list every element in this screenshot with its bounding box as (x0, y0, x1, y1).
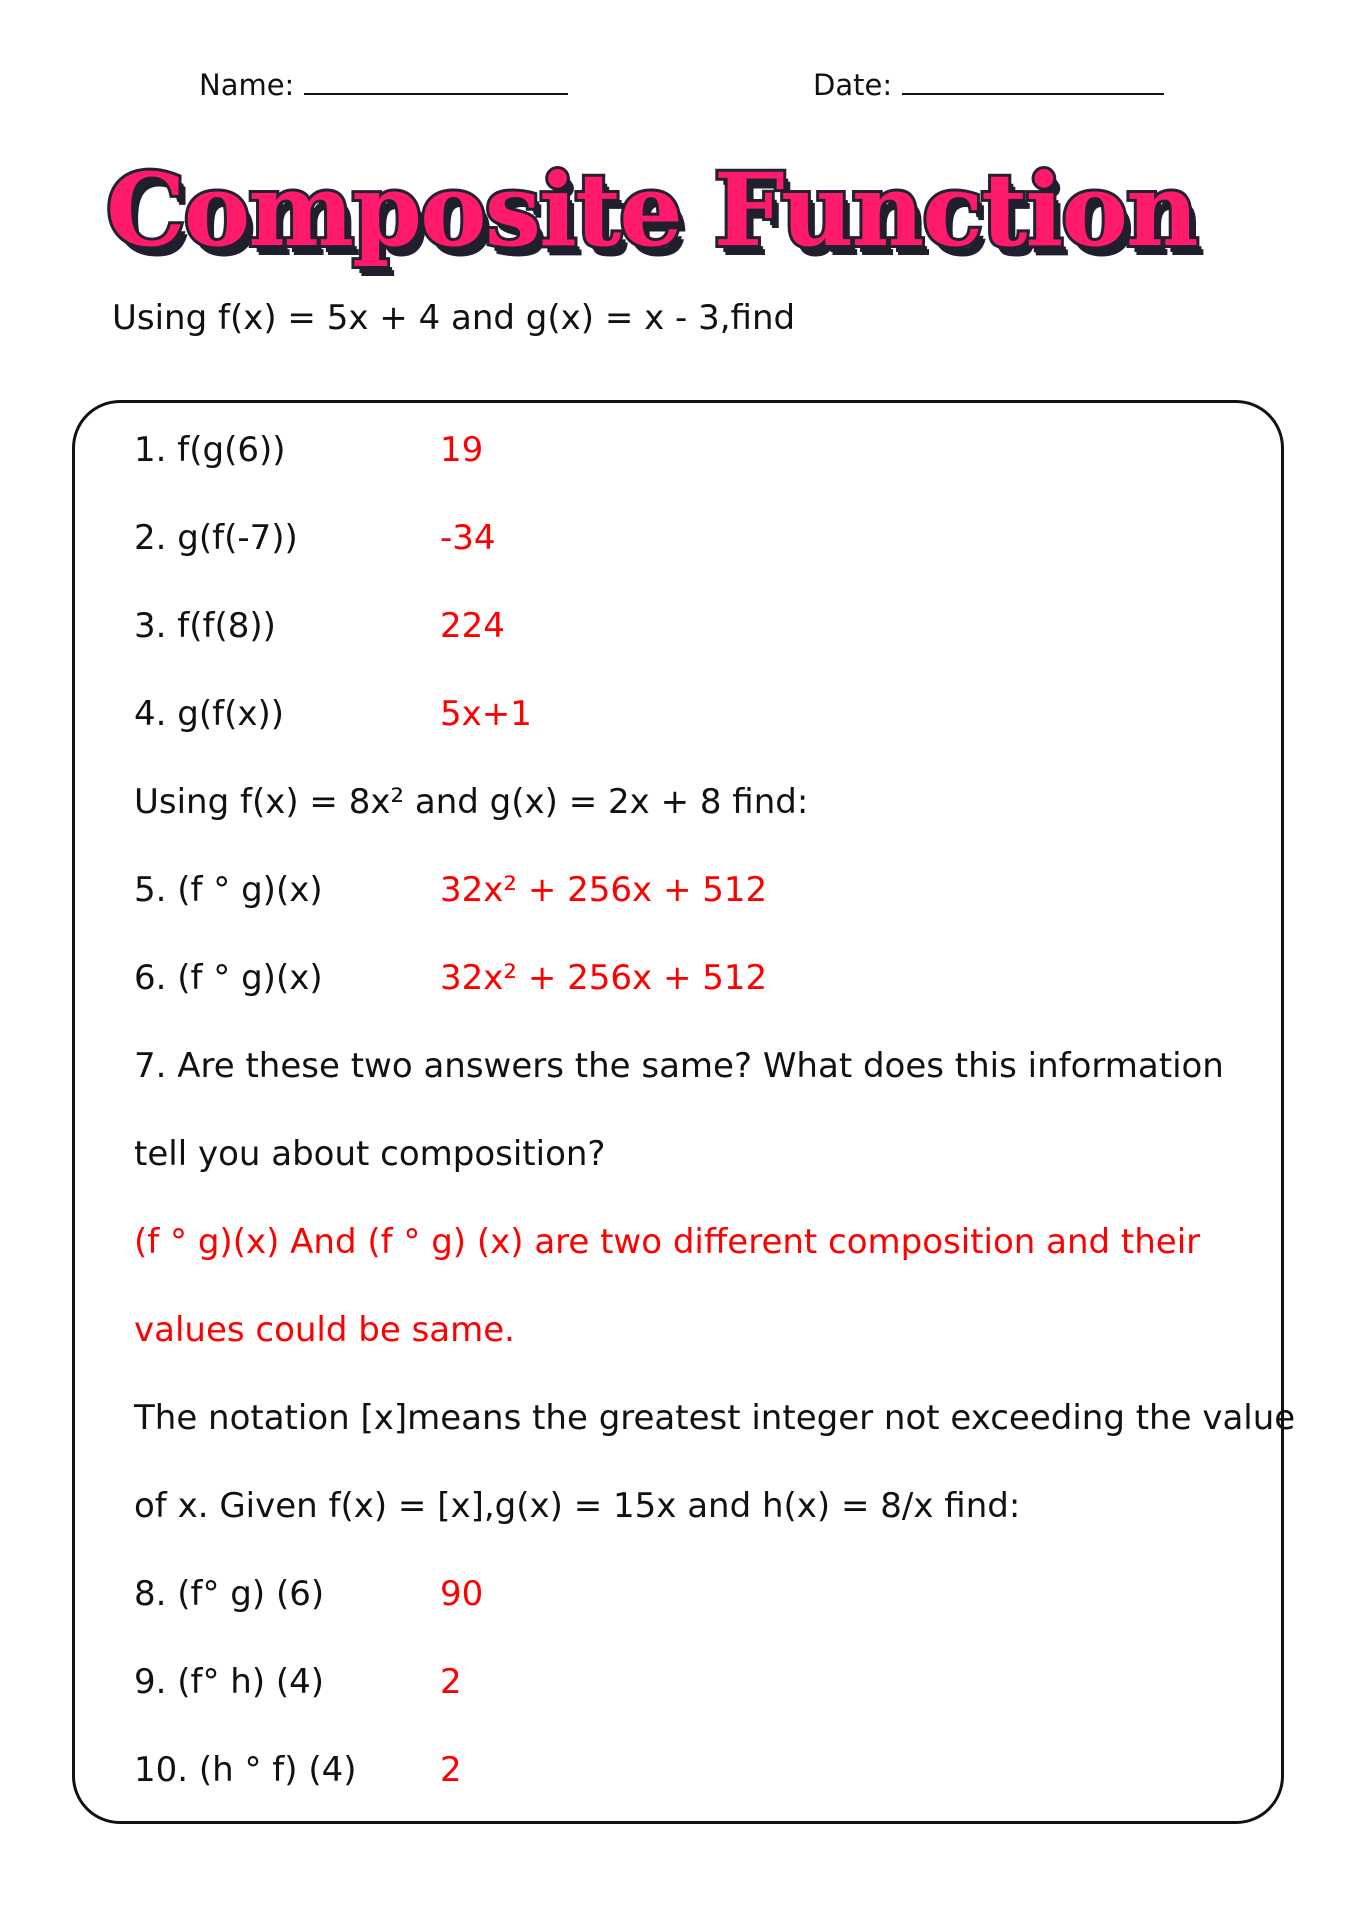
problem-question: 10. (h ° f) (4) (134, 1750, 357, 1790)
problem-question: 8. (f° g) (6) (134, 1574, 325, 1614)
worksheet-title: Composite Function (106, 151, 1197, 269)
date-label: Date: (813, 68, 893, 102)
problem-question: 5. (f ° g)(x) (134, 870, 323, 910)
problem-row (134, 694, 532, 734)
problem-answer: 2 (440, 1662, 462, 1702)
problem-row (134, 958, 768, 998)
date-field (813, 68, 1164, 102)
problem-question: 2. g(f(-7)) (134, 518, 298, 558)
problem-row (134, 430, 484, 470)
problem-answer: 32x² + 256x + 512 (440, 870, 768, 910)
name-blank-line[interactable] (304, 69, 568, 95)
problem-question: 1. f(g(6)) (134, 430, 286, 470)
section-c-prompt-line-2: of x. Given f(x) = [x],g(x) = 15x and h(x) = 8/x find: (134, 1486, 1021, 1526)
problem-answer: 224 (440, 606, 505, 646)
question-7-answer-line-1: (f ° g)(x) And (f ° g) (x) are two different composition and their (134, 1222, 1201, 1262)
section-c-prompt-line-1: The notation [x]means the greatest integer not exceeding the value (134, 1398, 1296, 1438)
question-7-answer-line-2: values could be same. (134, 1310, 515, 1350)
name-field (199, 68, 568, 102)
problem-answer: -34 (440, 518, 496, 558)
problem-question: 4. g(f(x)) (134, 694, 284, 734)
problem-answer: 5x+1 (440, 694, 532, 734)
problem-question: 9. (f° h) (4) (134, 1662, 325, 1702)
problem-answer: 90 (440, 1574, 484, 1614)
problem-answer: 2 (440, 1750, 462, 1790)
problem-question: 6. (f ° g)(x) (134, 958, 323, 998)
problem-question: 3. f(f(8)) (134, 606, 276, 646)
name-label: Name: (199, 68, 295, 102)
problem-answer: 19 (440, 430, 484, 470)
date-blank-line[interactable] (902, 69, 1164, 95)
problem-row (134, 1750, 462, 1790)
problem-row (134, 606, 505, 646)
problem-row (134, 1574, 484, 1614)
problem-row (134, 1662, 462, 1702)
intro-instructions: Using f(x) = 5x + 4 and g(x) = x - 3,find (112, 298, 796, 338)
problem-row (134, 518, 496, 558)
problem-answer: 32x² + 256x + 512 (440, 958, 768, 998)
section-b-prompt: Using f(x) = 8x² and g(x) = 2x + 8 find: (134, 782, 809, 822)
problem-row (134, 870, 768, 910)
question-7-line-2: tell you about composition? (134, 1134, 606, 1174)
question-7-line-1: 7. Are these two answers the same? What does this information (134, 1046, 1224, 1086)
